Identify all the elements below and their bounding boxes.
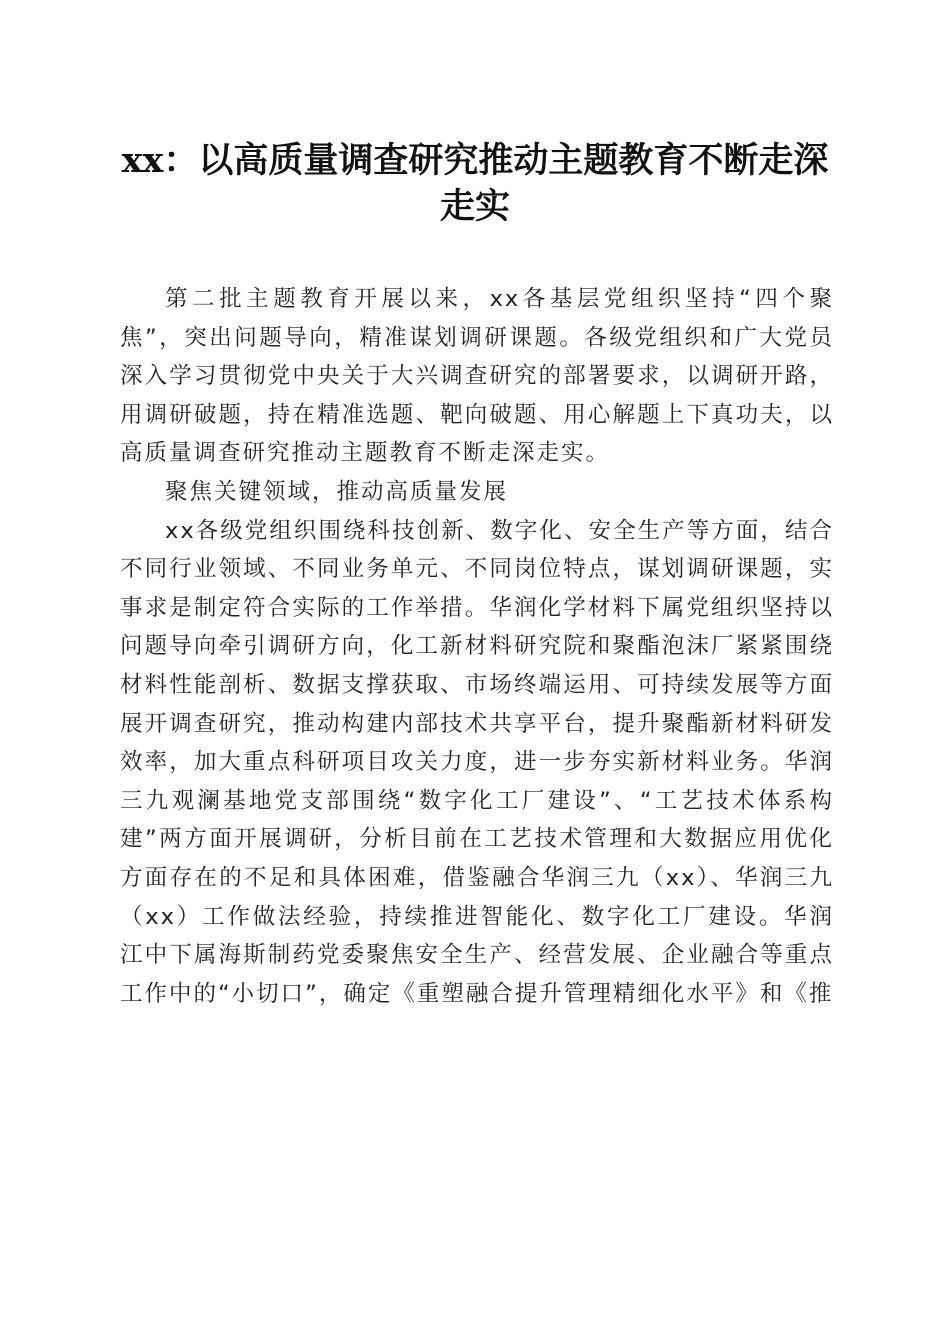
document-title xyxy=(110,138,840,230)
document-body xyxy=(120,280,834,1013)
body-paragraph: xx各级党组织围绕科技创新、数字化、安全生产等方面，结合不同行业领域、不同业务单元、不同岗位特点，谋划调研课题，实事求是制定符合实际的工作举措。华润化学材料下属党组织坚持以问题导向牵引调研方向，化工新材料研究院和聚酯泡沫厂紧紧围绕材料性能剖析、数据支撑获取、市场终端运用、可持续发展等方面展开调查研究，推动构建内部技术共享平台，提升聚酯新材料研发效率，加大重点科研项目攻关力度，进一步夯实新材料业务。华润三九观澜基地党支部围绕“数字化工厂建设”、“工艺技术体系构建”两方面开展调研，分析目前在工艺技术管理和大数据应用优化方面存在的不足和具体困难，借鉴融合华润三九（xx）、华润三九（xx）工作做法经验，持续推进智能化、数字化工厂建设。华润江中下属海斯制药党委聚焦安全生产、经营发展、企业融合等重点工作中的“小切口”，确定《重塑融合提升管理精细化水平》和《推 xyxy=(120,517,834,1007)
intro-paragraph: 第二批主题教育开展以来，xx各基层党组织坚持“四个聚焦”，突出问题导向，精准谋划调研课题。各级党组织和广大党员深入学习贯彻党中央关于大兴调查研究的部署要求，以调研开路，用调研破题，持在精准选题、靶向破题、用心解题上下真功夫，以高质量调查研究推动主题教育不断走深走实。 xyxy=(120,286,834,467)
title-line-2: 走实 xyxy=(439,186,510,227)
title-line-1: xx：以高质量调查研究推动主题教育不断走深 xyxy=(121,140,829,181)
section-heading: 聚焦关键领域，推动高质量发展 xyxy=(165,478,509,505)
